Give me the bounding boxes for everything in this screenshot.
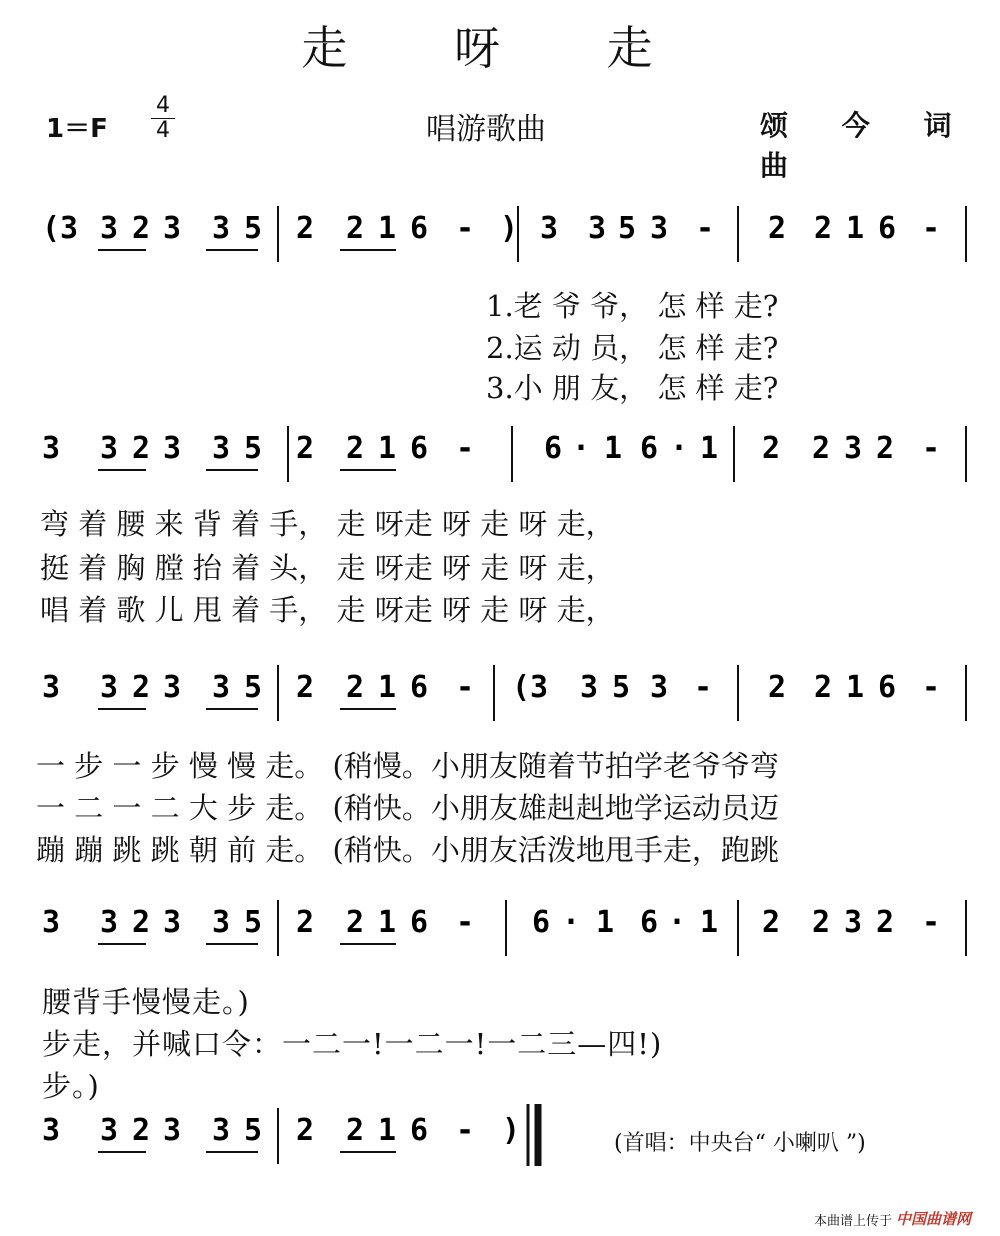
note: 5 (244, 431, 263, 466)
note: 1 (378, 905, 397, 940)
note: (3 (512, 670, 549, 705)
note: 2 (346, 670, 365, 705)
note: 3 (163, 1113, 182, 1148)
note: 2 (296, 905, 315, 940)
note: - (456, 1113, 475, 1148)
note: 6 (878, 670, 897, 705)
note: 2 (346, 905, 365, 940)
note: 2 (132, 1113, 151, 1148)
note: 2 (768, 670, 787, 705)
note: - (922, 905, 941, 940)
song-style: 唱游歌曲 (426, 112, 546, 147)
note: 3 (580, 670, 599, 705)
note: 2 (296, 211, 315, 246)
note: 5 (612, 670, 631, 705)
note: 3 (212, 211, 231, 246)
note: 5 (244, 1113, 263, 1148)
note: 3 (844, 431, 863, 466)
note: 3 (42, 905, 61, 940)
first-singer-note: (首唱：中央台“ 小喇叭 ”) (614, 1131, 866, 1156)
note: 3 (844, 905, 863, 940)
note: 2 (346, 431, 365, 466)
key-signature: 1＝F (46, 114, 108, 144)
note: 6 (410, 670, 429, 705)
note: 2 (762, 431, 781, 466)
note: 6 (410, 211, 429, 246)
note: 6 (410, 905, 429, 940)
note: 1 (846, 211, 865, 246)
note: 1 (596, 905, 615, 940)
note: 1 (378, 1113, 397, 1148)
note: 2 (132, 431, 151, 466)
lyric-line: 唱 着 歌 儿 甩 着 手， 走 呀走 呀 走 呀 走， (40, 593, 615, 627)
note: · (562, 905, 581, 940)
note: 2 (132, 905, 151, 940)
note: 1 (378, 670, 397, 705)
note: 2 (814, 211, 833, 246)
note: 2 (296, 1113, 315, 1148)
note: · (670, 431, 689, 466)
note: (3 (42, 211, 79, 246)
note: 5 (618, 211, 637, 246)
upload-credit: 本曲谱上传于 (814, 1214, 893, 1229)
note: 2 (876, 905, 895, 940)
author: 颂 今 词曲 (760, 109, 974, 182)
note: 1 (846, 670, 865, 705)
note: 3 (588, 211, 607, 246)
note: 3 (163, 905, 182, 940)
note: 6 (640, 431, 659, 466)
lyric-line: 腰背手慢慢走。) (42, 985, 250, 1019)
note: 3 (163, 670, 182, 705)
note: 5 (244, 905, 263, 940)
note: 3 (540, 211, 559, 246)
note: 3 (212, 431, 231, 466)
lyric-line: 步走，并喊口令：一二一!一二一!一二三—四!) (42, 1027, 663, 1061)
lyric-line: 蹦 蹦 跳 跳 朝 前 走。 (稍快。小朋友活泼地甩手走，跑跳 (36, 833, 779, 867)
note: 3 (100, 211, 119, 246)
verse-3-intro: 3.小 朋 友， 怎 样 走? (486, 371, 779, 405)
note: 1 (700, 431, 719, 466)
note: 6 (640, 905, 659, 940)
note: - (696, 211, 715, 246)
note: - (922, 431, 941, 466)
note: 2 (132, 211, 151, 246)
note: 3 (650, 211, 669, 246)
note: 6 (544, 431, 563, 466)
note: · (668, 905, 687, 940)
time-sig-top: 4 (156, 93, 170, 118)
lyric-line: 一 二 一 二 大 步 走。 (稍快。小朋友雄赳赳地学运动员迈 (36, 791, 779, 825)
note: 2 (876, 431, 895, 466)
note: 3 (100, 670, 119, 705)
note: - (456, 670, 475, 705)
note: 2 (812, 905, 831, 940)
note: 2 (132, 670, 151, 705)
note: 1 (378, 431, 397, 466)
note: 5 (244, 211, 263, 246)
note: 3 (42, 431, 61, 466)
note: 6 (410, 431, 429, 466)
note: 6 (410, 1113, 429, 1148)
note: 3 (212, 1113, 231, 1148)
note: ) (500, 211, 519, 246)
note: 3 (163, 431, 182, 466)
note: 3 (100, 1113, 119, 1148)
note: 2 (346, 1113, 365, 1148)
note: - (922, 670, 941, 705)
time-sig-bottom: 4 (156, 118, 170, 143)
note: 2 (768, 211, 787, 246)
note: 6 (532, 905, 551, 940)
site-logo: 中国曲谱网 (896, 1210, 972, 1228)
note: - (456, 211, 475, 246)
note: - (456, 905, 475, 940)
lyric-line: 步。) (42, 1069, 100, 1103)
note: 3 (100, 431, 119, 466)
note: - (922, 211, 941, 246)
note: 3 (212, 905, 231, 940)
note: 6 (878, 211, 897, 246)
verse-1-intro: 1.老 爷 爷， 怎 样 走? (486, 289, 779, 323)
lyric-line: 弯 着 腰 来 背 着 手， 走 呀走 呀 走 呀 走， (40, 507, 615, 541)
page-title: 走 呀 走 (301, 21, 699, 75)
lyric-line: 一 步 一 步 慢 慢 走。 (稍慢。小朋友随着节拍学老爷爷弯 (36, 749, 779, 783)
note: 2 (812, 431, 831, 466)
note: 3 (42, 1113, 61, 1148)
note: - (694, 670, 713, 705)
note: 3 (650, 670, 669, 705)
note: 3 (100, 905, 119, 940)
lyric-line: 挺 着 胸 膛 抬 着 头， 走 呀走 呀 走 呀 走， (40, 551, 615, 585)
verse-2-intro: 2.运 动 员， 怎 样 走? (486, 331, 779, 365)
note: 3 (212, 670, 231, 705)
note: 5 (244, 670, 263, 705)
note: 1 (604, 431, 623, 466)
note: 2 (814, 670, 833, 705)
note: ) (502, 1113, 521, 1148)
note: 3 (42, 670, 61, 705)
note: · (572, 431, 591, 466)
note: 1 (378, 211, 397, 246)
note: 2 (346, 211, 365, 246)
note: 2 (296, 431, 315, 466)
note: - (456, 431, 475, 466)
note: 2 (296, 670, 315, 705)
note: 3 (163, 211, 182, 246)
note: 1 (700, 905, 719, 940)
note: 2 (762, 905, 781, 940)
